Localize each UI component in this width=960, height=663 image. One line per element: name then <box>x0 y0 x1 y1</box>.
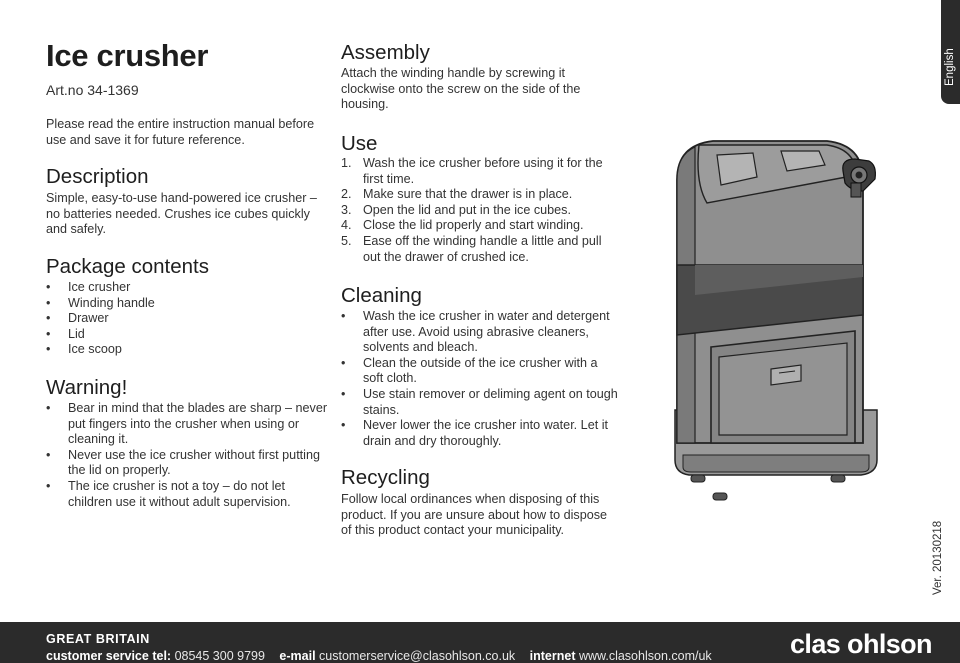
step-number: 3. <box>341 202 352 217</box>
list-item: • The ice crusher is not a toy – do not let children use it without adult supervision. <box>46 479 328 510</box>
list-item: • Never use the ice crusher without first putting the lid on properly. <box>46 448 328 479</box>
tel-label: tel: <box>152 649 172 663</box>
assembly-heading: Assembly <box>341 41 430 64</box>
list-item: • Use stain remover or deliming agent on tough stains. <box>341 387 621 418</box>
email-address[interactable]: customerservice@clasohlson.co.uk <box>319 649 516 663</box>
step-text: Wash the ice crusher before using it for the first time. <box>363 156 603 186</box>
use-list <box>341 156 621 265</box>
use-heading: Use <box>341 132 378 155</box>
package-contents-heading: Package contents <box>46 255 209 278</box>
list-item <box>341 187 621 203</box>
page-title: Ice crusher <box>46 38 209 73</box>
description-heading: Description <box>46 165 149 188</box>
language-tab <box>941 0 960 104</box>
tel-number: 08545 300 9799 <box>174 649 265 663</box>
list-item: • Clean the outside of the ice crusher with a soft cloth. <box>341 356 621 387</box>
list-item: • Winding handle <box>46 296 328 312</box>
recycling-heading: Recycling <box>341 466 430 489</box>
list-item: • Bear in mind that the blades are sharp – never put fingers into the crusher when using or cleaning it. <box>46 401 328 448</box>
warning-heading: Warning! <box>46 376 128 399</box>
footer-contact <box>46 649 712 663</box>
intro-text: Please read the entire instruction manual before use and save it for future reference. <box>46 117 315 147</box>
footer-country: GREAT BRITAIN <box>46 632 150 646</box>
list-item: • Never lower the ice crusher into water. Let it drain and dry thoroughly. <box>341 418 621 449</box>
list-item <box>341 203 621 219</box>
list-item: • Lid <box>46 327 328 343</box>
recycling-text: Follow local ordinances when disposing of this product. If you are unsure about how to dispose of this product contact your municipality. <box>341 492 608 538</box>
step-text: Ease off the winding handle a little and pull out the drawer of crushed ice. <box>363 233 602 264</box>
list-item: • Ice crusher <box>46 280 328 296</box>
brand-logo: clas ohlson <box>790 629 932 659</box>
internet-label: internet <box>529 649 576 663</box>
cleaning-heading: Cleaning <box>341 284 422 307</box>
description-text: Simple, easy-to-use hand-powered ice crusher – no batteries needed. Crushes ice cubes quickly and safely. <box>46 191 317 237</box>
cleaning-list <box>341 309 621 449</box>
footer-bar <box>0 622 960 663</box>
language-label: English <box>944 48 956 86</box>
list-item <box>341 234 621 265</box>
step-number: 4. <box>341 218 352 233</box>
list-item: • Ice scoop <box>46 342 328 358</box>
version-label: Ver. 20130218 <box>932 520 944 595</box>
list-item: • Wash the ice crusher in water and detergent after use. Avoid using abrasive cleaners, solvents and bleach. <box>341 309 621 356</box>
step-text: Make sure that the drawer is in place. <box>363 187 573 202</box>
customer-service-label: customer service <box>46 649 149 663</box>
step-number: 1. <box>341 156 352 170</box>
step-text: Close the lid properly and start winding. <box>363 218 584 233</box>
step-text: Open the lid and put in the ice cubes. <box>363 202 571 217</box>
list-item: • Drawer <box>46 311 328 327</box>
list-item <box>341 218 621 234</box>
list-item <box>341 156 621 187</box>
ice-crusher-illustration <box>655 125 890 510</box>
step-number: 2. <box>341 187 352 202</box>
email-label: e-mail <box>279 649 316 663</box>
article-number: Art.no 34-1369 <box>46 82 139 98</box>
warning-list <box>46 401 328 510</box>
website-link[interactable]: www.clasohlson.com/uk <box>578 649 712 663</box>
assembly-text: Attach the winding handle by screwing it clockwise onto the screw on the side of the housing. <box>341 66 581 112</box>
step-number: 5. <box>341 233 352 248</box>
package-contents-list <box>46 280 328 358</box>
